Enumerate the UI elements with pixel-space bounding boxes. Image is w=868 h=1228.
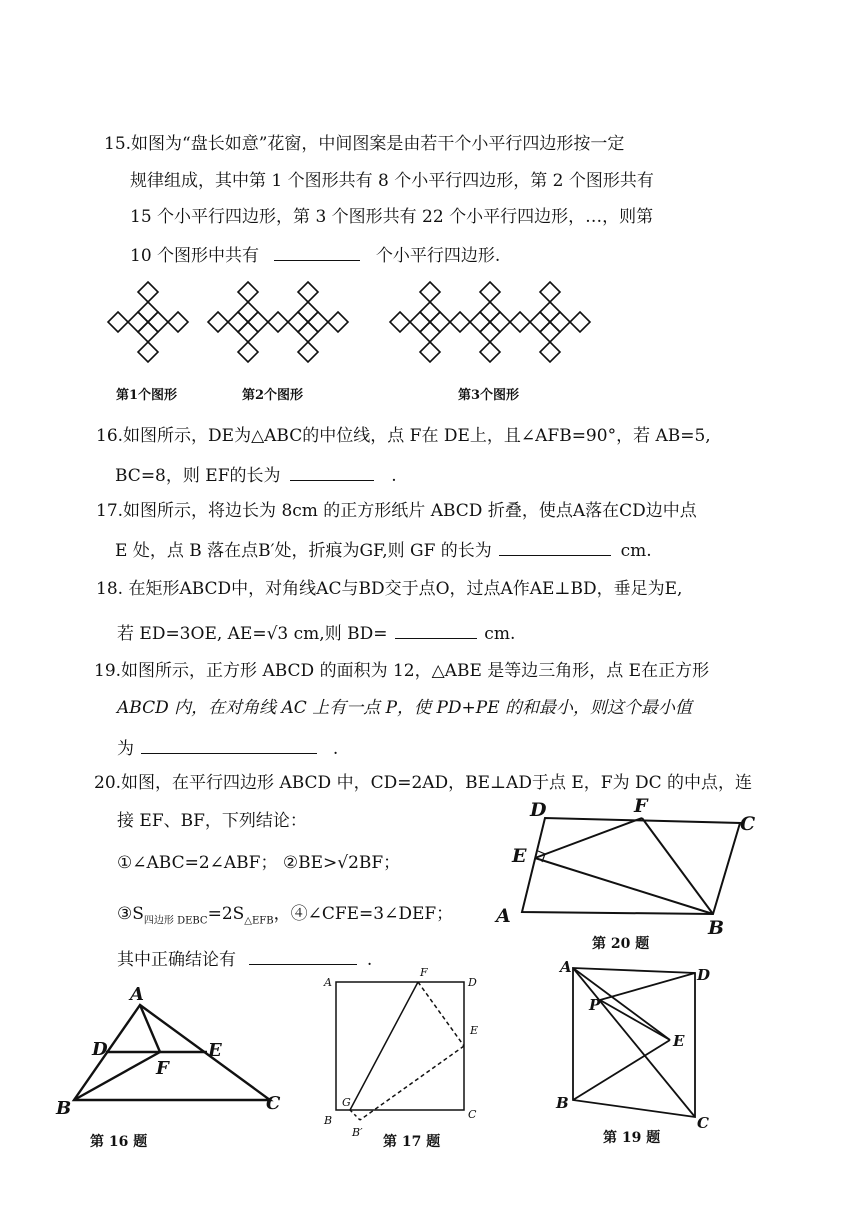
q18-line2-end: cm. [484,624,516,644]
q15-line4-start: 10 个图形中共有 [130,246,260,266]
label-c: C [740,813,756,835]
q15-line4-end: 个小平行四边形. [375,246,501,266]
label-b: B [324,1114,333,1127]
q16-line2-end: . [391,466,397,486]
label-c: C [697,1114,709,1132]
q16-line1: 16.如图所示，DE为△ABC的中位线，点 F在 DE上，且∠AFB=90°，若 AB=5, [96,426,711,446]
pattern-caption-1: 第1个图形 [116,388,178,403]
label-p: P [589,996,601,1014]
q20-line1: 20.如图，在平行四边形 ABCD 中，CD=2AD，BE⊥AD于点 E，F为 DC 的中点，连 [94,773,753,793]
segment-pe [600,1000,670,1040]
figure-17-caption: 第 17 题 [383,1134,441,1150]
label-e: E [673,1032,685,1050]
label-a: A [324,976,332,989]
q18-line2-mid: cm,则 BD= [293,624,388,644]
segment-be [535,858,713,914]
q18-line2-start: 若 ED=3OE, AE= [117,624,267,644]
q18-line1: 18. 在矩形ABCD中，对角线AC与BD交于点O，过点A作AE⊥BD，垂足为E, [96,579,683,599]
fold-fe [418,982,464,1046]
figure-17 [336,982,464,1120]
q20-line3: ①∠ABC=2∠ABF； ②BE>√2BF； [117,853,401,873]
q17-line2-end: cm. [620,541,652,561]
label-d: D [92,1039,108,1060]
segment-pd [600,973,695,1000]
q15-line2: 规律组成，其中第 1 个图形共有 8 个小平行四边形，第 2 个图形共有 [130,171,654,191]
label-b: B [556,1094,569,1112]
label-b: B [708,917,725,939]
pattern-caption-3: 第3个图形 [458,388,520,403]
q19-line1: 19.如图所示，正方形 ABCD 的面积为 12，△ABE 是等边三角形，点 E在正方形 [94,661,710,681]
label-e: E [208,1040,222,1061]
parallelogram-abcd [522,818,740,914]
q20-area-subscript-2: △EFB [244,915,274,927]
q20-conclusion-4: ，④∠CFE=3∠DEF； [273,904,454,924]
label-b-prime: B′ [352,1126,363,1139]
label-e: E [470,1024,479,1037]
segment-gf [350,982,418,1110]
q20-area-symbol-1: ③S [117,904,144,924]
fold-gb-prime [350,1110,360,1120]
label-a: A [130,984,144,1005]
q20-line5-text: 其中正确结论有 [117,950,236,970]
q17-line1: 17.如图所示，将边长为 8cm 的正方形纸片 ABCD 折叠，使点A落在CD边中点 [96,501,697,521]
label-d: D [468,976,477,989]
q20-area-subscript-1: 四边形 DEBC [143,915,208,927]
figure-19-caption: 第 19 题 [603,1130,661,1146]
segment-bf [74,1052,160,1100]
pattern-caption-2: 第2个图形 [242,388,304,403]
label-c: C [468,1108,477,1121]
q15-line1: 15.如图为“盘长如意”花窗，中间图案是由若干个小平行四边形按一定 [104,134,625,154]
label-a: A [496,905,511,927]
label-f: F [156,1058,169,1079]
figure-20-caption: 第 20 题 [592,936,650,952]
label-f: F [420,966,428,979]
q19-line3-end: . [332,739,339,759]
fold-eb-prime [360,1046,464,1120]
label-a: A [560,958,572,976]
q15-line3: 15 个小平行四边形，第 3 个图形共有 22 个小平行四边形，…，则第 [130,207,654,227]
segment-ae [573,968,670,1040]
label-f: F [634,795,648,817]
q20-area-symbol-2: =2S [207,904,245,924]
q17-line2-text: E 处，点 B 落在点B′处，折痕为GF,则 GF 的长为 [115,541,492,561]
label-d: D [697,966,711,984]
figure-20 [522,818,740,914]
figure-16-caption: 第 16 题 [90,1134,148,1150]
label-e: E [512,845,527,867]
q19-line2: ABCD 内，在对角线 AC 上有一点 P，使 PD+PE 的和最小，则这个最小值 [117,698,693,718]
q20-line2: 接 EF、BF，下列结论： [117,811,307,831]
label-b: B [56,1098,72,1119]
label-g: G [342,1096,351,1109]
segment-ef [535,818,642,858]
q16-line2-text: BC=8，则 EF的长为 [115,466,281,486]
label-d: D [530,799,547,821]
label-c: C [266,1093,281,1114]
segment-bf [642,818,713,914]
q20-line5-end: . [366,950,373,970]
q19-line3-start: 为 [117,739,134,759]
sqrt3-expression: √3 [266,624,289,644]
